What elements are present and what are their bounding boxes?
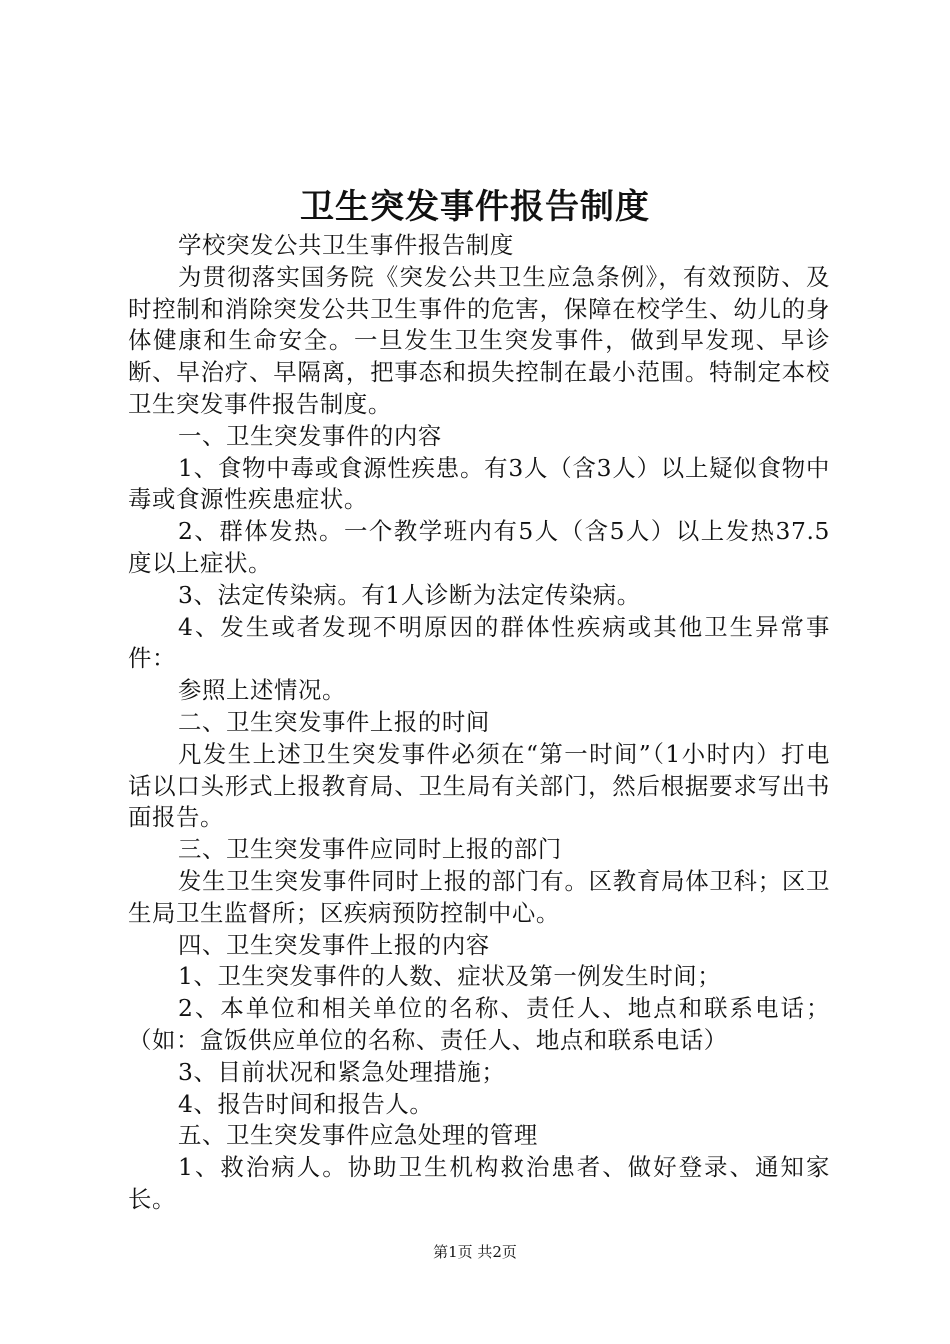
section-4-item-4: 4、报告时间和报告人。 bbox=[178, 1089, 434, 1118]
section-4-item-1: 1、卫生突发事件的人数、症状及第一例发生时间； bbox=[178, 962, 722, 991]
section-4-item-3: 3、目前状况和紧急处理措施； bbox=[178, 1057, 506, 1086]
section-1-item-4: 4、发生或者发现不明原因的群体性疾病或其他卫生异常事件： bbox=[128, 612, 830, 673]
document-body bbox=[128, 230, 830, 1216]
section-2-paragraph: 凡发生上述卫生突发事件必须在“第一时间”（1小时内）打电话以口头形式上报教育局、卫生局有关部门，然后根据要求写出书面报告。 bbox=[128, 739, 830, 832]
subtitle-paragraph: 学校突发公共卫生事件报告制度 bbox=[178, 231, 514, 259]
section-1-item-3: 3、法定传染病。有1人诊断为法定传染病。 bbox=[178, 580, 641, 609]
section-heading-3: 三、卫生突发事件应同时上报的部门 bbox=[178, 835, 562, 864]
intro-paragraph: 为贯彻落实国务院《突发公共卫生应急条例》，有效预防、及时控制和消除突发公共卫生事件的危害，保障在校学生、幼儿的身体健康和生命安全。一旦发生卫生突发事件，做到早发现、早诊断、早治疗、早隔离，把事态和损失控制在最小范围。特制定本校卫生突发事件报告制度。 bbox=[128, 262, 830, 418]
section-heading-2: 二、卫生突发事件上报的时间 bbox=[178, 707, 490, 736]
document-title: 卫生突发事件报告制度 bbox=[300, 187, 650, 227]
section-4-item-2: 2、本单位和相关单位的名称、责任人、地点和联系电话；（如：盒饭供应单位的名称、责任人、地点和联系电话） bbox=[128, 994, 830, 1054]
section-1-note: 参照上述情况。 bbox=[178, 676, 346, 705]
section-1-item-2: 2、群体发热。一个教学班内有5人（含5人）以上发热37.5度以上症状。 bbox=[128, 517, 830, 577]
section-heading-5: 五、卫生突发事件应急处理的管理 bbox=[178, 1121, 538, 1150]
page-number-footer: 第1页 共2页 bbox=[433, 1243, 517, 1261]
section-heading-1: 一、卫生突发事件的内容 bbox=[178, 421, 442, 450]
section-3-paragraph: 发生卫生突发事件同时上报的部门有。区教育局体卫科；区卫生局卫生监督所；区疾病预防控制中心。 bbox=[128, 866, 830, 927]
section-5-item-1: 1、救治病人。协助卫生机构救治患者、做好登录、通知家长。 bbox=[128, 1153, 830, 1213]
section-1-item-1: 1、食物中毒或食源性疾患。有3人（含3人）以上疑似食物中毒或食源性疾患症状。 bbox=[128, 453, 830, 514]
section-heading-4: 四、卫生突发事件上报的内容 bbox=[178, 930, 490, 959]
